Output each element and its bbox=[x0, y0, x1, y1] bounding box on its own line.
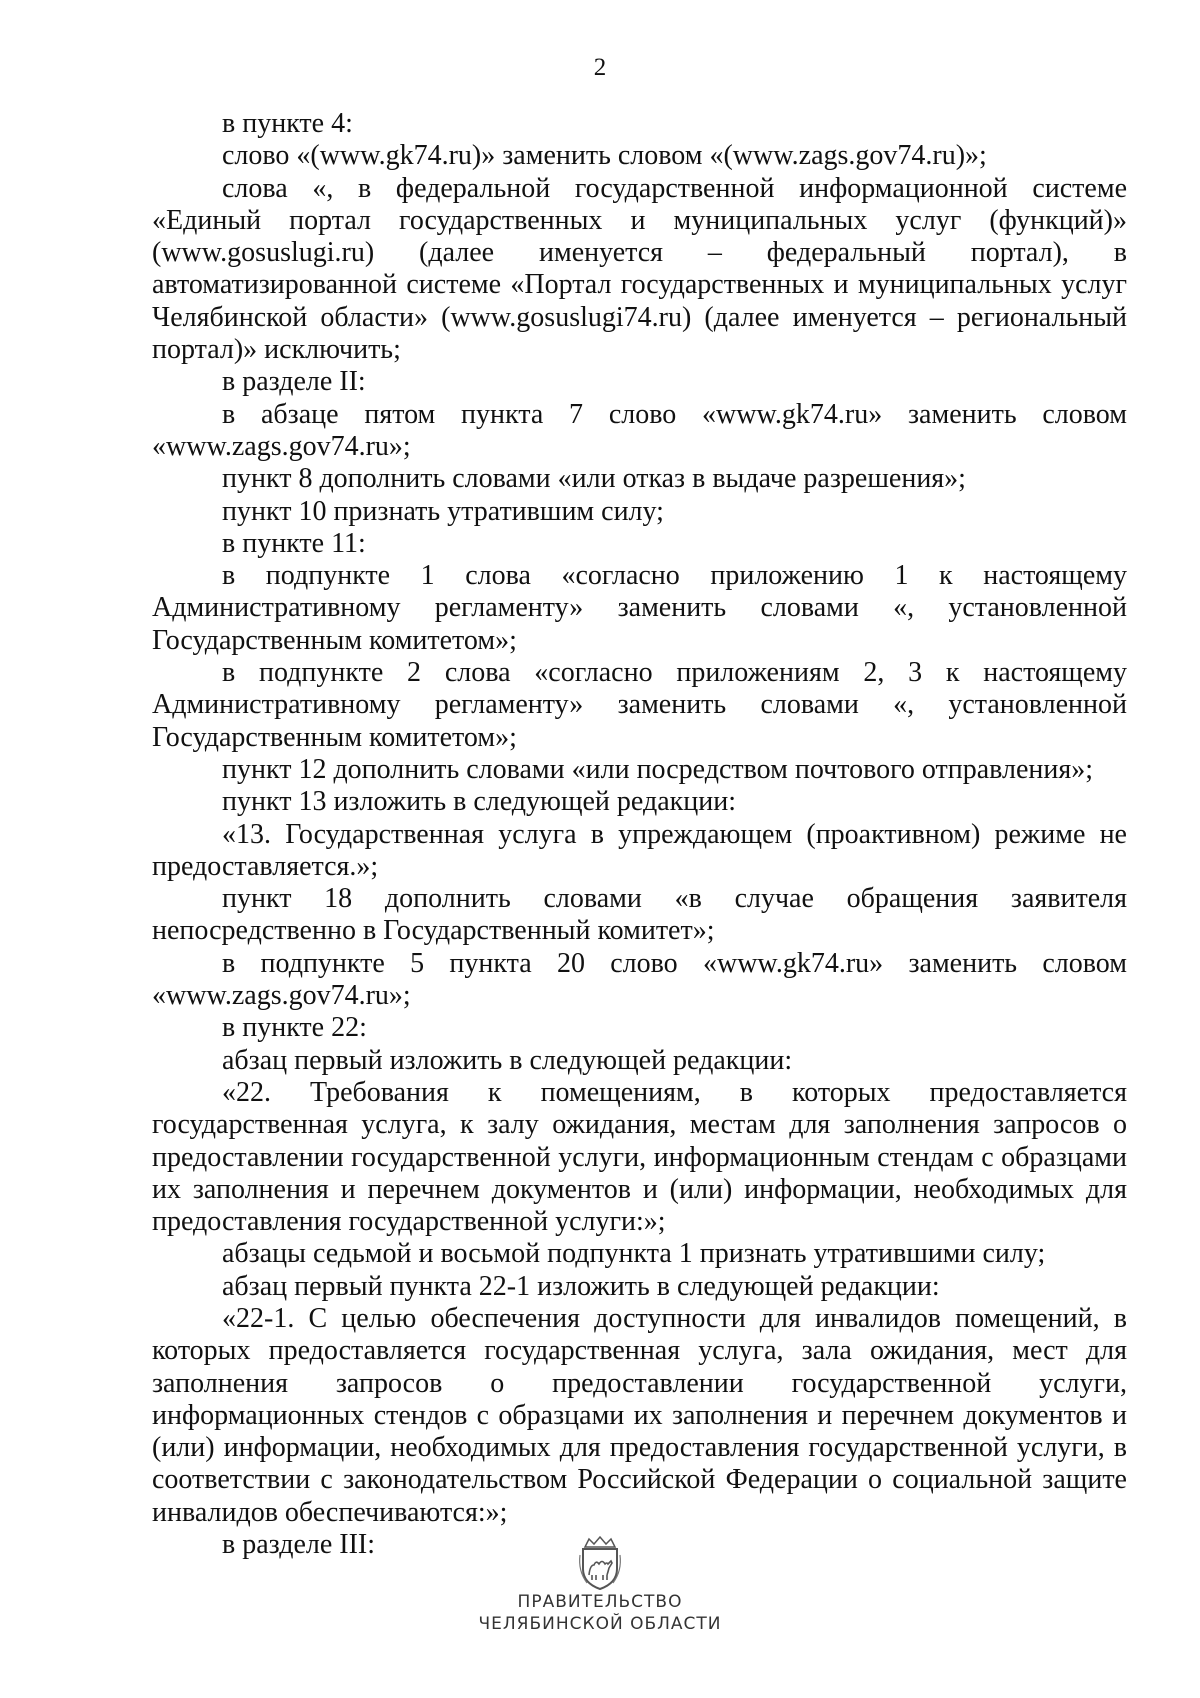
paragraph: абзацы седьмой и восьмой подпункта 1 признать утратившими силу; bbox=[222, 1238, 1046, 1270]
paragraph: в пункте 22: bbox=[222, 1012, 367, 1044]
paragraph: «22. Требования к помещениям, в которых предоставляется государственная услуга, к залу ожидания, местам для заполнения запросов о предоставлении государственной услуги, информационным стендам с образцами их заполнения и перечнем документов и (или) информации, необходимых для предоставления государственной услуги:»; bbox=[152, 1076, 1127, 1238]
paragraph: в абзаце пятом пункта 7 слово «www.gk74.ru» заменить словом «www.zags.gov74.ru»; bbox=[152, 398, 1127, 462]
paragraph: пункт 12 дополнить словами «или посредством почтового отправления»; bbox=[222, 753, 1094, 785]
paragraph: слова «, в федеральной государственной информационной системе «Единый портал государственных и муниципальных услуг (функций)» (www.gosuslugi.ru) (далее именуется – федеральный портал), в автоматизированной системе «Портал государственных и муниципальных услуг Челябинской области» (www.gosuslugi74.ru) (далее именуется – региональный портал)» исключить; bbox=[152, 172, 1127, 366]
paragraph: пункт 10 признать утратившим силу; bbox=[222, 495, 664, 527]
paragraph: абзац первый изложить в следующей редакции: bbox=[222, 1044, 793, 1076]
paragraph: в пункте 11: bbox=[222, 527, 366, 559]
paragraph: в разделе III: bbox=[222, 1529, 376, 1561]
paragraph: «22-1. С целью обеспечения доступности для инвалидов помещений, в которых предоставляется государственная услуга, зала ожидания, мест для заполнения запросов о предоставлении государственной услуги, информационных стендов с образцами их заполнения и перечнем документов и (или) информации, необходимых для предоставления государственной услуги, в соответствии с законодательством Российской Федерации о социальной защите инвалидов обеспечиваются:»; bbox=[152, 1302, 1127, 1528]
government-seal bbox=[0, 1535, 1200, 1635]
chelyabinsk-coat-of-arms-icon bbox=[577, 1535, 623, 1591]
paragraph: в подпункте 2 слова «согласно приложениям 2, 3 к настоящему Административному регламенту» заменить словами «, установленной Государственным комитетом»; bbox=[152, 657, 1127, 753]
paragraph: в разделе II: bbox=[222, 366, 366, 398]
seal-line-1: ПРАВИТЕЛЬСТВО bbox=[517, 1592, 683, 1612]
paragraph: абзац первый пункта 22-1 изложить в следующей редакции: bbox=[222, 1270, 940, 1302]
paragraph: пункт 8 дополнить словами «или отказ в выдаче разрешения»; bbox=[222, 463, 966, 495]
paragraph: слово «(www.gk74.ru)» заменить словом «(www.zags.gov74.ru)»; bbox=[222, 140, 987, 172]
document-body bbox=[152, 108, 1127, 1561]
paragraph: пункт 13 изложить в следующей редакции: bbox=[222, 786, 736, 818]
paragraph: в подпункте 5 пункта 20 слово «www.gk74.ru» заменить словом «www.zags.gov74.ru»; bbox=[152, 947, 1127, 1012]
page-number: 2 bbox=[593, 54, 607, 81]
paragraph: в пункте 4: bbox=[222, 108, 353, 139]
paragraph: пункт 18 дополнить словами «в случае обращения заявителя непосредственно в Государственный комитет»; bbox=[152, 883, 1127, 947]
paragraph: «13. Государственная услуга в упреждающем (проактивном) режиме не предоставляется.»; bbox=[152, 818, 1127, 882]
paragraph: в подпункте 1 слова «согласно приложению 1 к настоящему Административному регламенту» заменить словами «, установленной Государственным комитетом»; bbox=[152, 560, 1127, 656]
seal-line-2: ЧЕЛЯБИНСКОЙ ОБЛАСТИ bbox=[478, 1614, 722, 1634]
